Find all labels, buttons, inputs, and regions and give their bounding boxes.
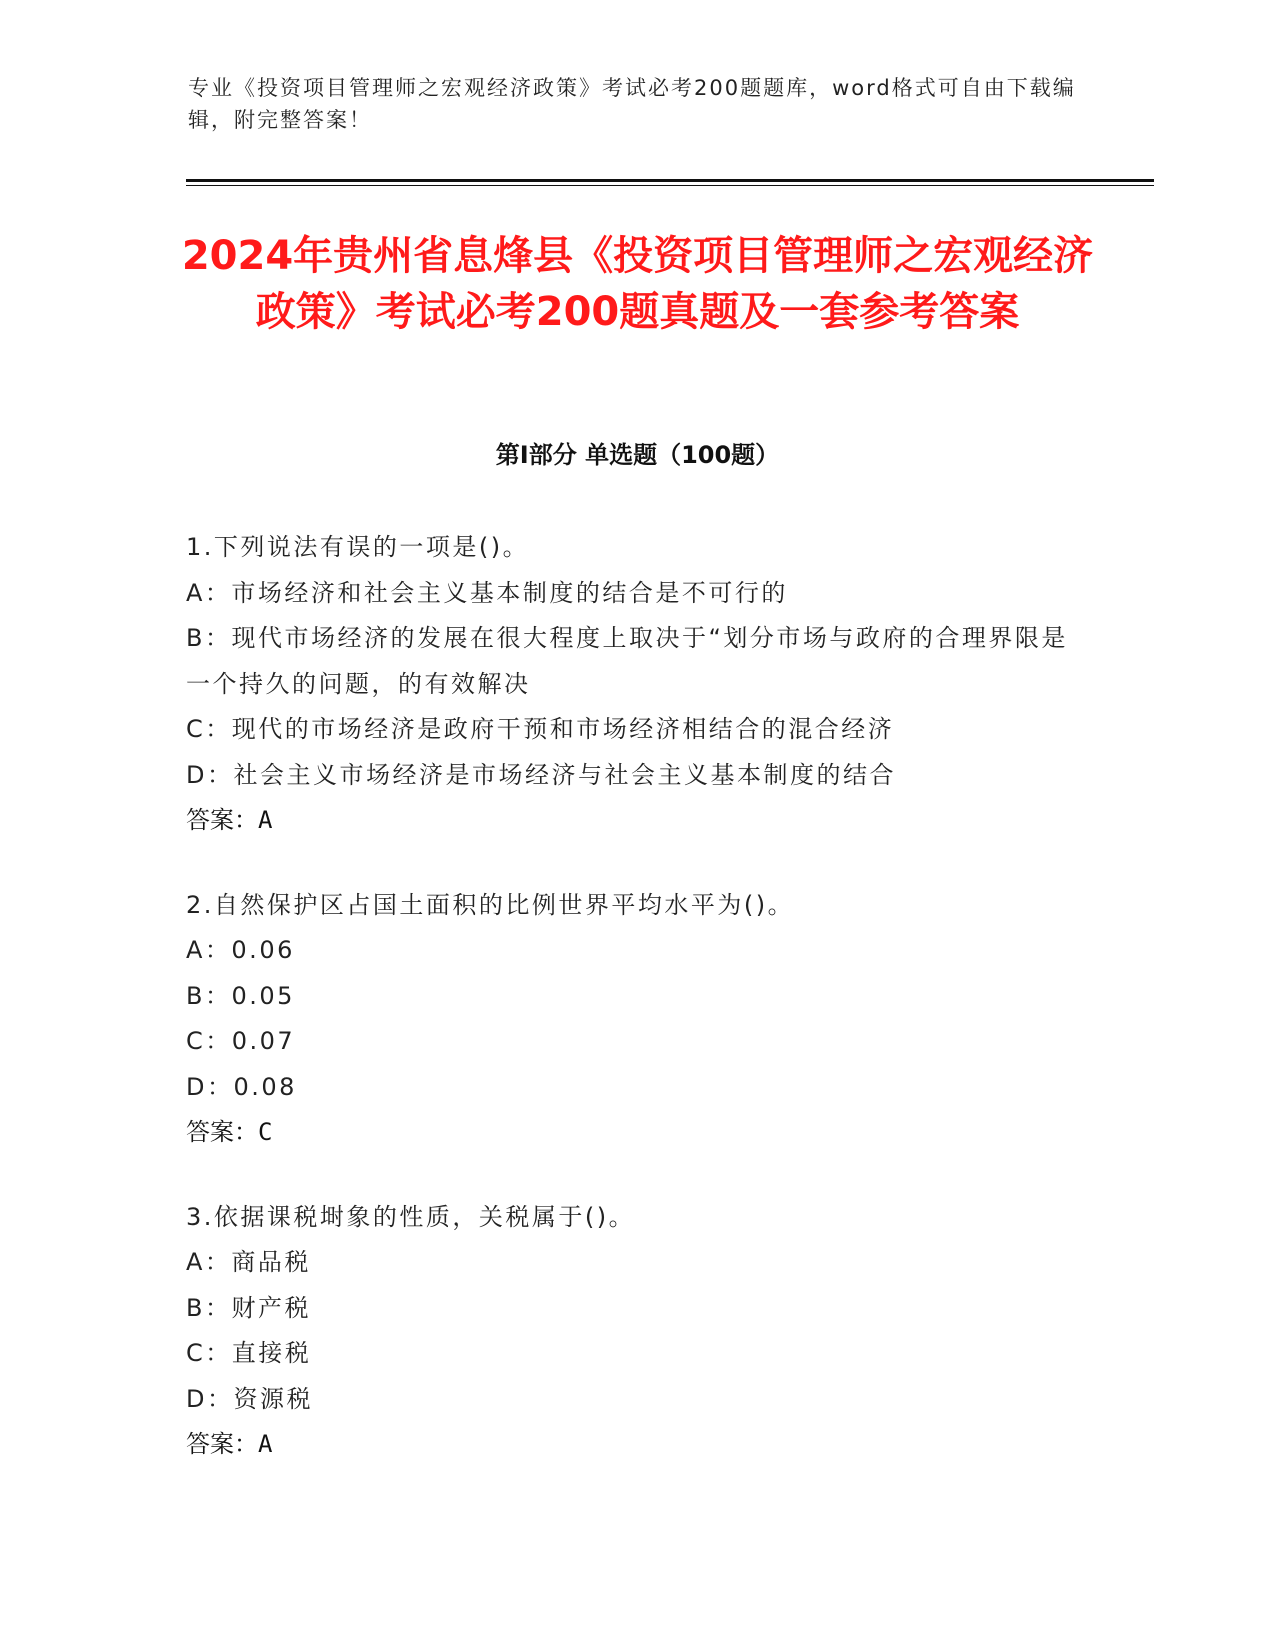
option-a: A：0.06 bbox=[186, 936, 295, 964]
answer-line bbox=[186, 1110, 1086, 1156]
answer-line bbox=[186, 798, 1086, 844]
option-a: A：商品税 bbox=[186, 1248, 311, 1276]
option-c: C：0.07 bbox=[186, 1027, 296, 1055]
option-b: B：0.05 bbox=[186, 981, 295, 1010]
option-b: B：财产税 bbox=[186, 1293, 311, 1322]
answer-label: 答案： bbox=[186, 1430, 258, 1458]
answer-value: A bbox=[258, 1430, 273, 1458]
answer-value: A bbox=[258, 806, 273, 834]
question-1 bbox=[186, 525, 1086, 844]
section-heading: 第I部分 单选题（100题） bbox=[495, 441, 780, 469]
question-stem: 2.自然保护区占国土面积的比例世界平均水平为()。 bbox=[186, 890, 795, 919]
question-stem: 1.下列说法有误的一项是()。 bbox=[186, 533, 530, 561]
option-d: D：社会主义市场经济是市场经济与社会主义基本制度的结合 bbox=[186, 760, 896, 789]
header-divider-thin bbox=[186, 185, 1154, 186]
question-list bbox=[186, 525, 1086, 1507]
option-d: D：0.08 bbox=[186, 1072, 297, 1101]
header-divider-thick bbox=[186, 179, 1154, 182]
option-c: C：现代的市场经济是政府干预和市场经济相结合的混合经济 bbox=[186, 715, 895, 743]
question-stem: 3.依据课税埘象的性质，关税属于()。 bbox=[186, 1202, 636, 1231]
question-3 bbox=[186, 1195, 1086, 1468]
option-b: B：现代市场经济的发展在很大程度上取决于“划分市场与政府的合理界限是一个持久的问题，的有效解决 bbox=[186, 624, 1068, 698]
header-note: 专业《投资项目管理师之宏观经济政策》考试必考200题题库，word格式可自由下载编辑，附完整答案！ bbox=[188, 76, 1076, 132]
answer-value: C bbox=[258, 1118, 273, 1146]
option-a: A：市场经济和社会主义基本制度的结合是不可行的 bbox=[186, 578, 788, 607]
option-c: C：直接税 bbox=[186, 1339, 312, 1367]
document-title: 2024年贵州省息烽县《投资项目管理师之宏观经济政策》考试必考200题真题及一套参考答案 bbox=[181, 233, 1094, 335]
question-2 bbox=[186, 883, 1086, 1156]
option-d: D：资源税 bbox=[186, 1384, 313, 1413]
answer-label: 答案： bbox=[186, 1118, 258, 1146]
answer-label: 答案： bbox=[186, 806, 258, 834]
answer-line bbox=[186, 1422, 1086, 1468]
